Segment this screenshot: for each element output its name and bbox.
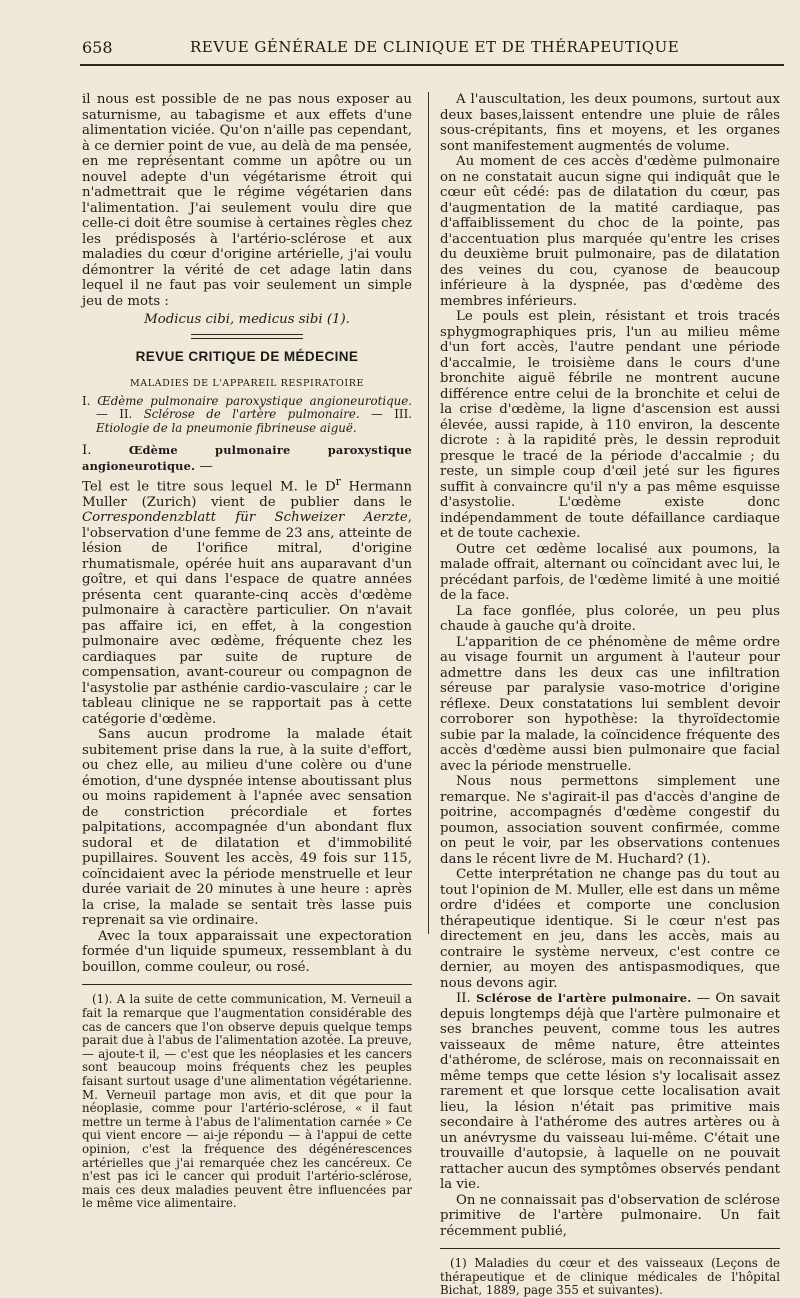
right-paragraph-7: Nous nous permettons simplement une remarque. Ne s'agirait-il pas d'accès d'angine de poitrine, accompagnés d'œdème congestif du poumon, association souvent confirmée, comme on peut le voir, par les observations contenues dans le récent livre de M. Huchard? (1). xyxy=(440,774,780,867)
header-rule xyxy=(80,64,784,66)
article-1-paragraph-1 xyxy=(82,474,412,727)
right-paragraph-3: Le pouls est plein, résistant et trois tracés sphygmographiques pris, l'un au milieu même d'un fort accès, l'autre pendant une période d'accalmie, le troisième dans le cours d'une bronchite aiguë fébrile ne montrent aucune différence entre celui de la bronchite et celui de la crise d'œdème, la ligne d'ascension est aussi élevée, aussi rapide, à 110 environ, la descente dicrote : à la rapidité près, le dessin reproduit presque le tracé de la période d'accalmie ; du reste, un simple coup d'œil jeté sur les figures suffit à convaincre qu'il n'y a pas même esquisse d'asystolie. L'œdème existe donc indépendamment de toute défaillance cardiaque et de toute cachexie. xyxy=(440,309,780,541)
section-separator xyxy=(191,334,303,339)
running-head: REVUE GÉNÉRALE DE CLINIQUE ET DE THÉRAPEUTIQUE xyxy=(190,38,680,56)
journal-name: Correspondenzblatt für Schweizer Aerzte xyxy=(82,510,408,526)
footnote-right: (1) Maladies du cœur et des vaisseaux (Leçons de thérapeutique et de clinique médicales de l'hôpital Bichat, 1889, page 355 et suivantes). xyxy=(440,1256,780,1298)
article-1-title: Œdème pulmonaire paroxystique angioneurotique. xyxy=(82,443,412,473)
article-2-text: — On savait depuis longtemps déjà que l'artère pulmonaire et ses branches peuvent, comme tous les autres vaisseaux de même nature, être atteintes d'athérome, de sclérose, mais on reconnaissait en même temps que cette lésion s'y localisait assez rarement et que lorsque cette localisation avait lieu, la lésion n'était pas primitive mais secondaire à l'athérome des autres artères ou à un anévrysme du vaisseau lui-même. C'était une trouvaille d'autopsie, à laquelle on ne pouvait rattacher aucun des symptômes observés pendant la vie. xyxy=(440,991,780,1192)
article-1-paragraph-3: Avec la toux apparaissait une expectoration formée d'un liquide spumeux, ressemblant à du bouillon, comme couleur, ou rosé. xyxy=(82,928,412,975)
right-paragraph-8: Cette interprétation ne change pas du tout au tout l'opinion de M. Muller, elle est dans un même ordre d'idées et comporte une conclusion thérapeutique identique. Si le cœur n'est pas directement en jeu, dans les accès, mais au contraire le système nerveux, c'est contre ce dernier, au moyen des antispasmodiques, que nous devons agir. xyxy=(440,867,780,991)
article-2-paragraph xyxy=(440,991,780,1193)
right-paragraph-10: On ne connaissait pas d'observation de sclérose primitive de l'artère pulmonaire. Un fait récemment publié, xyxy=(440,1192,780,1239)
article-1-number: I. xyxy=(82,443,92,458)
article-1-heading xyxy=(82,443,412,474)
toc-num-3: — III. xyxy=(371,407,413,421)
right-paragraph-4: Outre cet œdème localisé aux poumons, la malade offrait, alternant ou coïncidant avec lui, le précédant parfois, de l'œdème limité à une moitié de la face. xyxy=(440,541,780,603)
page-number: 658 xyxy=(82,38,113,57)
right-paragraph-6: L'apparition de ce phénomène de même ordre au visage fournit un argument à l'auteur pour admettre dans les deux cas une infiltration séreuse par paralysie vaso-motrice d'origine réflexe. Deux constatations lui semblent devoir corroborer son hypothèse: la thyroïdectomie subie par la malade, la coïncidence fréquente des accès d'œdème aussi bien pulmonaire que facial avec la période menstruelle. xyxy=(440,634,780,774)
page-header xyxy=(82,34,782,60)
toc-item-2: Sclérose de l'artère pulmonaire. xyxy=(143,407,360,421)
subsection-title: MALADIES DE L'APPAREIL RESPIRATOIRE xyxy=(129,378,365,389)
article-2-number: II. xyxy=(456,991,471,1006)
column-divider xyxy=(428,92,429,934)
intro-paragraph: il nous est possible de ne pas nous exposer au saturnisme, au tabagisme et aux effets d'une alimentation viciée. Qu'on n'aille pas cependant, à ce dernier point de vue, au delà de ma pensée, en me représentant comme un apôtre ou un nouvel adepte d'un végétarisme étroit qui n'admettrait que le régime végétarien dans l'alimentation. J'ai seulement voulu dire que celle-ci doit être soumise à certaines règles chez les prédisposés à l'artério-sclérose et aux maladies du cœur d'origine artérielle, j'ai voulu démontrer la vérité de cet adage latin dans lequel il ne faut pas voir seulement un simple jeu de mots : xyxy=(82,92,412,309)
footnote-rule xyxy=(82,984,412,985)
article-2-title: Sclérose de l'artère pulmonaire. xyxy=(476,991,692,1005)
right-paragraph-2: Au moment de ces accès d'œdème pulmonaire on ne constatait aucun signe qui indiquât que le cœur eût cédé: pas de dilatation du cœur, pas d'augmentation de la matité cardiaque, pas d'affaiblissement du choc de la pointe, pas d'accentuation plus marquée qu'entre les crises du deuxième bruit pulmonaire, pas de dilatation des veines du cou, cyanose de beaucoup inférieure à la dyspnée, pas d'œdème des membres inférieurs. xyxy=(440,154,780,309)
right-column xyxy=(440,92,780,1298)
toc-item-3: Etiologie de la pneumonie fibrineuse aiguë. xyxy=(96,420,357,435)
p1-text-c: , l'observation d'une femme de 23 ans, atteinte de lésion de l'orifice mitral, d'origine rhumatismale, opérée huit ans auparavant d'un goître, et qui dans l'espace de quatre années présenta cent quarante-cinq accès d'œdème pulmonaire à caractère particulier. On n'avait pas affaire ici, en effet, à la congestion pulmonaire avec œdème, fréquente chez les cardiaques par suite de rupture de compensation, avant-coureur ou compagnon de l'asystolie par asthénie cardio-vasculaire ; car le tableau clinique ne se rapportait pas à cette catégorie d'œdème. xyxy=(82,510,412,727)
toc-num-2: — II. xyxy=(96,407,133,421)
right-paragraph-1: A l'auscultation, les deux poumons, surtout aux deux bases,laissent entendre une pluie de râles sous-crépitants, fins et moyens, et les organes sont manifestement augmentés de volume. xyxy=(440,92,780,154)
contents-summary xyxy=(82,395,412,436)
p1-text-a: Tel est le titre sous lequel M. le D xyxy=(82,479,336,495)
left-column xyxy=(82,92,412,1211)
article-1-paragraph-2: Sans aucun prodrome la malade était subitement prise dans la rue, à la suite d'effort, ou chez elle, au milieu d'une colère ou d'une émotion, d'une dyspnée intense aboutissant plus ou moins rapidement à l'apnée avec sensation de constriction précordiale et fortes palpitations, accompagnée d'un abondant flux sudoral et de dilatation et d'immobilité pupillaires. Souvent les accès, 49 fois sur 115, coïncidaient avec la période menstruelle et leur durée variait de 20 minutes à une heure : après la crise, la malade se sentait très lasse puis reprenait sa vie ordinaire. xyxy=(82,727,412,929)
section-title: REVUE CRITIQUE DE MÉDECINE xyxy=(135,348,359,364)
toc-num-1: I. xyxy=(82,393,91,408)
right-paragraph-5: La face gonflée, plus colorée, un peu plus chaude à gauche qu'à droite. xyxy=(440,603,780,634)
footnote-left: (1). A la suite de cette communication, M. Verneuil a fait la remarque que l'augmentation considérable des cas de cancers que l'on observe depuis quelque temps parait due à l'abus de l'alimentation azotée. La preuve, — ajoute-t il, — c'est que les néoplasies et les cancers sont beaucoup moins fréquents chez les peuples faisant surtout usage d'une alimentation végétarienne. M. Verneuil partage mon avis, et dit que pour la néoplasie, comme pour l'artério-sclérose, « il faut mettre un terme à l'abus de l'alimentation carnée » Ce qui vient encore — ai-je répondu — à l'appui de cette opinion, c'est la fréquence des dégénérescences artérielles que j'ai remarquée chez les cancéreux. Ce n'est pas ici le cancer qui produit l'artério-sclérose, mais ces deux maladies peuvent être influencées par le même vice alimentaire. xyxy=(82,992,412,1211)
p1-text-b: Hermann Muller (Zurich) vient de publier dans le xyxy=(82,479,412,510)
footnote-rule-right xyxy=(440,1248,780,1249)
article-1-dash: — xyxy=(199,458,213,474)
latin-adage: Modicus cibi, medicus sibi (1). xyxy=(144,312,350,327)
p1-superscript: r xyxy=(335,475,341,488)
toc-item-1: Œdème pulmonaire paroxystique angioneurotique. xyxy=(97,393,412,408)
